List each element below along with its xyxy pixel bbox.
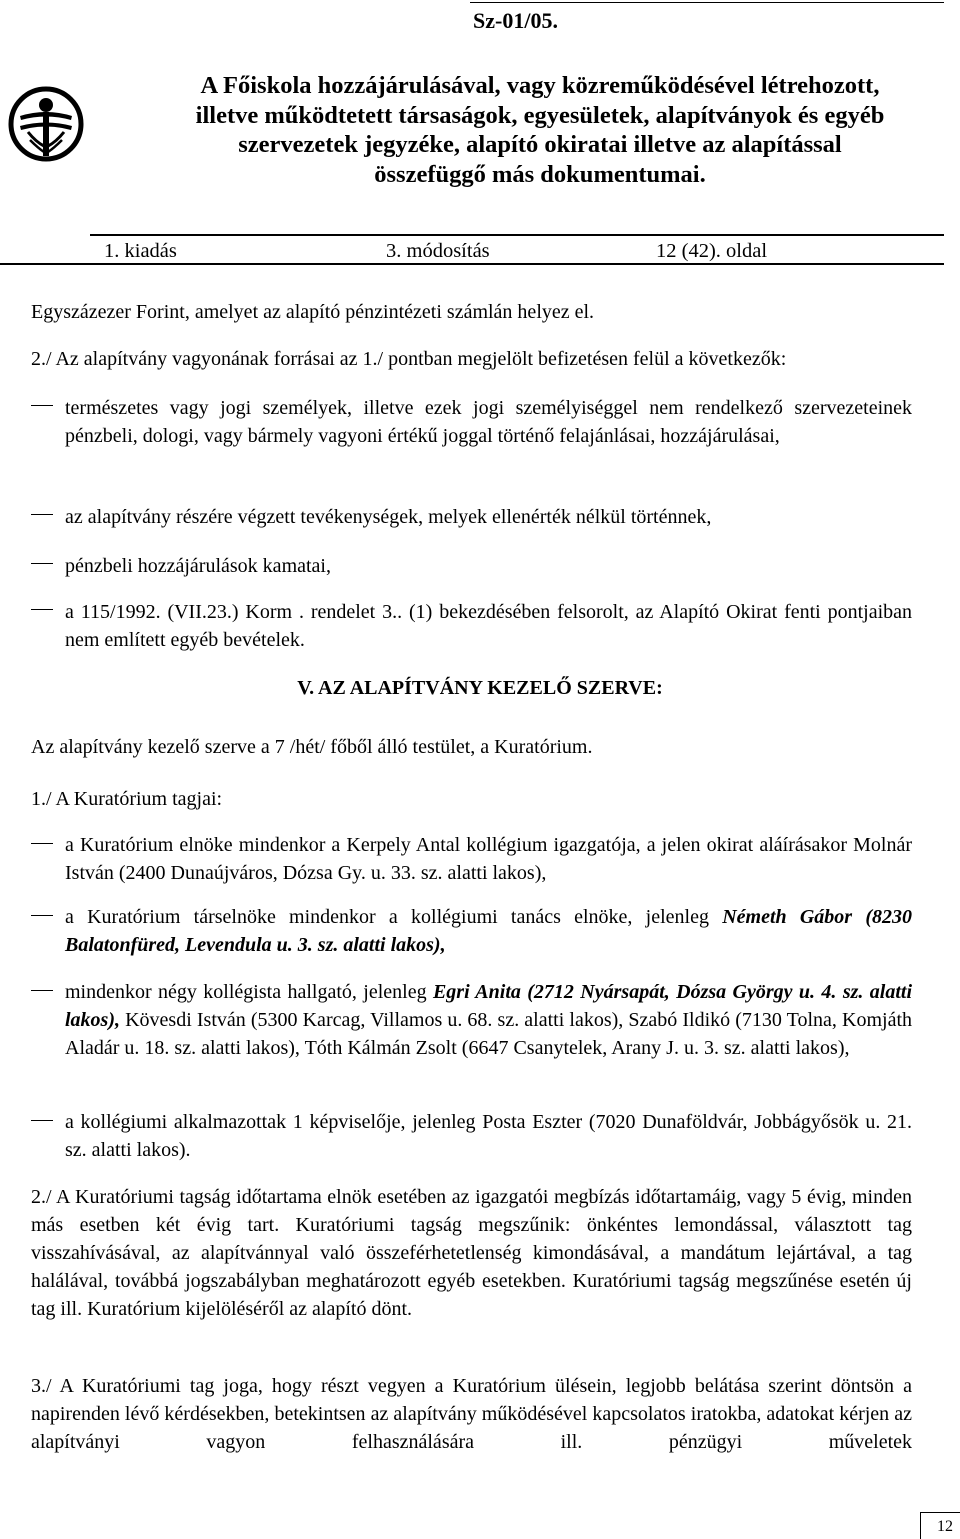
list-item: a kollégiumi alkalmazottak 1 képviselője, jelenleg Posta Eszter (7020 Dunaföldvár, Jobbágyősök u. 21. sz. alatti lakos).	[65, 1111, 912, 1161]
document-title	[120, 71, 960, 189]
dash-bullet-icon	[31, 405, 53, 406]
list-item: a Kuratórium elnöke mindenkor a Kerpely Antal kollégium igazgatója, a jelen okirat aláírásakor Molnár István (2400 Dunaújváros, Dózsa Gy. u. 33. sz. alatti lakos),	[65, 834, 913, 884]
title-line: összefüggő más dokumentumai.	[374, 160, 706, 188]
list-item: az alapítvány részére végzett tevékenységek, melyek ellenérték nélkül történnek,	[65, 506, 712, 528]
list-item: pénzbeli hozzájárulások kamatai,	[65, 555, 331, 577]
list-item: természetes vagy jogi személyek, illetve ezek jogi személyiséggel nem rendelkező szervezeteinek pénzbeli, dologi, vagy bármely vagyoni értékű joggal történő felajánlásai, hozzájárulásai,	[65, 397, 913, 447]
list-item: a Kuratórium társelnöke mindenkor a kollégiumi tanács elnöke, jelenleg Németh Gábor (8230 Balatonfüred, Levendula u. 3. sz. alatti lakos),	[65, 906, 912, 956]
college-logo-icon	[8, 86, 84, 162]
dash-bullet-icon	[31, 609, 53, 610]
paragraph-forint: Egyszázezer Forint, amelyet az alapító pénzintézeti számlán helyez el.	[31, 301, 595, 323]
dash-bullet-icon	[31, 514, 53, 515]
title-line: illetve működtetett társaságok, egyesületek, alapítványok és egyéb	[195, 101, 885, 129]
paragraph-term: 2./ A Kuratóriumi tagság időtartama elnök esetében az igazgatói megbízás időtartamáig, vagy 5 évig, minden más esetben két évig tart. Kuratóriumi tagság megszűnik: önkéntes lemondással, választott tag visszahívásával, az alapítvánnyal való összeférhetetlenség kimondásával, a mandátum lejártával, a tag halálával, továbbá jogszabályban meghatározott egyéb esetekben. Kuratóriumi tagság megszűnése esetén új tag ill. Kuratórium kijelöléséről az alapító dönt.	[31, 1186, 913, 1320]
edition-label: 1. kiadás	[104, 240, 177, 262]
paragraph-sources-intro: 2./ Az alapítvány vagyonának forrásai az 1./ pontban megjelölt befizetésen felül a következők:	[31, 348, 787, 370]
dash-bullet-icon	[31, 1120, 53, 1121]
header-top-rule	[470, 2, 944, 3]
paragraph-board: Az alapítvány kezelő szerve a 7 /hét/ főből álló testület, a Kuratórium.	[31, 736, 593, 758]
header-rule	[90, 234, 944, 236]
title-line: szervezetek jegyzéke, alapító okiratai illetve az alapítással	[238, 131, 842, 158]
paragraph-rights: 3./ A Kuratóriumi tag joga, hogy részt vegyen a Kuratórium ülésein, legjobb belátása szerint döntsön a napirenden lévő kérdésekben, betekintsen az alapítvány működésével kapcsolatos iratokba, adatokat kérjen az alapítványi vagyon felhasználására ill. pénzügyi műveletek	[31, 1375, 913, 1453]
document-code: Sz-01/05.	[473, 8, 558, 33]
dash-bullet-icon	[31, 990, 53, 991]
paragraph-members-intro: 1./ A Kuratórium tagjai:	[31, 788, 223, 810]
section-heading: V. AZ ALAPÍTVÁNY KEZELŐ SZERVE:	[297, 677, 663, 699]
dash-bullet-icon	[31, 915, 53, 916]
dash-bullet-icon	[31, 843, 53, 844]
header-rule	[0, 263, 944, 265]
page-number: 12	[937, 1518, 953, 1535]
page-info-label: 12 (42). oldal	[656, 240, 768, 262]
title-line: A Főiskola hozzájárulásával, vagy közreműködésével létrehozott,	[200, 72, 880, 99]
modification-label: 3. módosítás	[386, 240, 490, 262]
dash-bullet-icon	[31, 563, 53, 564]
list-item: a 115/1992. (VII.23.) Korm . rendelet 3.. (1) bekezdésében felsorolt, az Alapító Okirat fenti pontjaiban nem említett egyéb bevételek.	[65, 601, 913, 651]
list-item: mindenkor négy kollégista hallgató, jelenleg Egri Anita (2712 Nyársapát, Dózsa György u. 4. sz. alatti lakos), Kövesdi István (5300 Karcag, Villamos u. 68. sz. alatti lakos), Szabó Ildikó (7130 Tolna, Komjáth Aladár u. 18. sz. alatti lakos), Tóth Kálmán Zsolt (6647 Csanytelek, Arany J. u. 3. sz. alatti lakos),	[65, 981, 913, 1059]
